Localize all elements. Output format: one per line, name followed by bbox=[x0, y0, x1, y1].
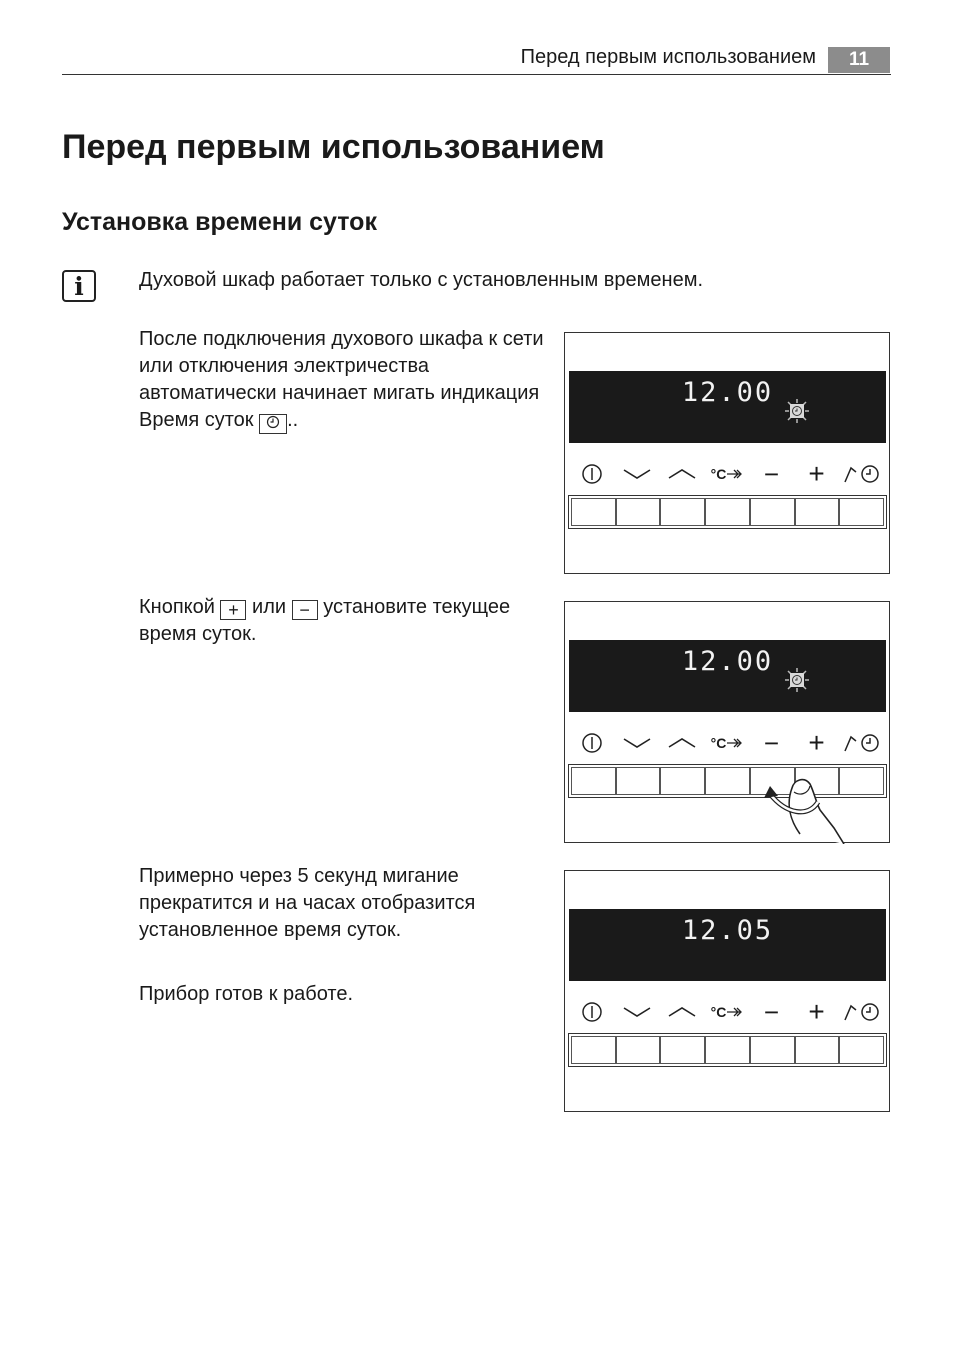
power-icon bbox=[569, 728, 614, 758]
running-header: Перед первым использованием bbox=[520, 46, 816, 68]
time-display: 12.00 bbox=[681, 377, 774, 408]
down-icon bbox=[614, 997, 659, 1027]
display bbox=[569, 640, 886, 712]
sensor-field-power[interactable] bbox=[571, 767, 616, 795]
sensor-field-plus[interactable] bbox=[795, 1036, 840, 1064]
sensor-field-plus[interactable] bbox=[795, 498, 840, 526]
control-panel-step1 bbox=[564, 332, 890, 574]
clock-icon bbox=[259, 414, 287, 434]
control-icons-row bbox=[569, 728, 886, 758]
step2-text-suffix: установите текущее время суток. bbox=[139, 596, 511, 645]
control-panel-step2 bbox=[564, 601, 890, 843]
fast-heat-label: °C bbox=[710, 1004, 727, 1020]
down-icon bbox=[614, 728, 659, 758]
minus-key-glyph: − bbox=[292, 600, 318, 620]
step2-text-prefix: Кнопкой bbox=[139, 596, 215, 618]
sensor-field-down[interactable] bbox=[616, 1036, 661, 1064]
plus-icon: + bbox=[808, 458, 825, 489]
sensor-field-clock[interactable] bbox=[839, 498, 884, 526]
power-icon bbox=[569, 459, 614, 489]
sensor-field-fast-heat[interactable] bbox=[705, 1036, 750, 1064]
display bbox=[569, 371, 886, 443]
time-display: 12.00 bbox=[681, 646, 774, 677]
section-heading: Установка времени суток bbox=[62, 208, 377, 236]
plus-icon: + bbox=[808, 727, 825, 758]
sensor-field-fast-heat[interactable] bbox=[705, 498, 750, 526]
sensor-field-down[interactable] bbox=[616, 767, 661, 795]
timer-clock-icon bbox=[839, 728, 884, 758]
fast-heat-label: °C bbox=[710, 735, 727, 751]
minus-icon: − bbox=[763, 458, 780, 489]
sensor-field-power[interactable] bbox=[571, 498, 616, 526]
ready-text: Прибор готов к работе. bbox=[139, 983, 354, 1005]
timer-clock-icon bbox=[839, 459, 884, 489]
control-icons-row bbox=[569, 997, 886, 1027]
sensor-field-up[interactable] bbox=[660, 767, 705, 795]
sensor-field-down[interactable] bbox=[616, 498, 661, 526]
step1-text-main: После подключения духового шкафа к сети или отключения электричества автоматически начинает мигать индикация Время суток bbox=[139, 328, 544, 431]
display bbox=[569, 909, 886, 981]
page-title: Перед первым использованием bbox=[62, 128, 605, 166]
blinking-clock-icon bbox=[785, 399, 809, 423]
sensor-field-minus[interactable] bbox=[750, 1036, 795, 1064]
time-display: 12.05 bbox=[681, 915, 774, 946]
step2-text-mid: или bbox=[252, 596, 287, 618]
page-number: 11 bbox=[828, 47, 890, 73]
fast-heat-label: °C bbox=[710, 466, 727, 482]
header-divider bbox=[62, 74, 891, 75]
sensor-field-row bbox=[568, 495, 887, 529]
minus-icon: − bbox=[763, 727, 780, 758]
sensor-field-up[interactable] bbox=[660, 498, 705, 526]
sensor-field-clock[interactable] bbox=[839, 1036, 884, 1064]
plus-icon: + bbox=[808, 996, 825, 1027]
info-note: Духовой шкаф работает только с установленным временем. bbox=[139, 269, 703, 291]
step1-text-end: .. bbox=[287, 409, 299, 431]
step3-text: Примерно через 5 секунд мигание прекратится и на часах отобразится установленное время суток. bbox=[139, 865, 476, 941]
sensor-field-row bbox=[568, 1033, 887, 1067]
fast-heat-icon bbox=[704, 728, 749, 758]
sensor-field-power[interactable] bbox=[571, 1036, 616, 1064]
sensor-field-up[interactable] bbox=[660, 1036, 705, 1064]
down-icon bbox=[614, 459, 659, 489]
power-icon bbox=[569, 997, 614, 1027]
step1-text bbox=[139, 326, 549, 434]
sensor-field-fast-heat[interactable] bbox=[705, 767, 750, 795]
blinking-clock-icon bbox=[785, 668, 809, 692]
fast-heat-icon bbox=[704, 997, 749, 1027]
sensor-field-minus[interactable] bbox=[750, 498, 795, 526]
control-icons-row bbox=[569, 459, 886, 489]
up-icon bbox=[659, 997, 704, 1027]
timer-clock-icon bbox=[839, 997, 884, 1027]
step2-text bbox=[139, 594, 549, 648]
fast-heat-icon bbox=[704, 459, 749, 489]
minus-icon: − bbox=[763, 996, 780, 1027]
up-icon bbox=[659, 459, 704, 489]
plus-key-glyph: + bbox=[220, 600, 246, 620]
finger-touch-icon bbox=[760, 762, 860, 844]
info-icon: i bbox=[62, 270, 96, 302]
up-icon bbox=[659, 728, 704, 758]
control-panel-step3 bbox=[564, 870, 890, 1112]
